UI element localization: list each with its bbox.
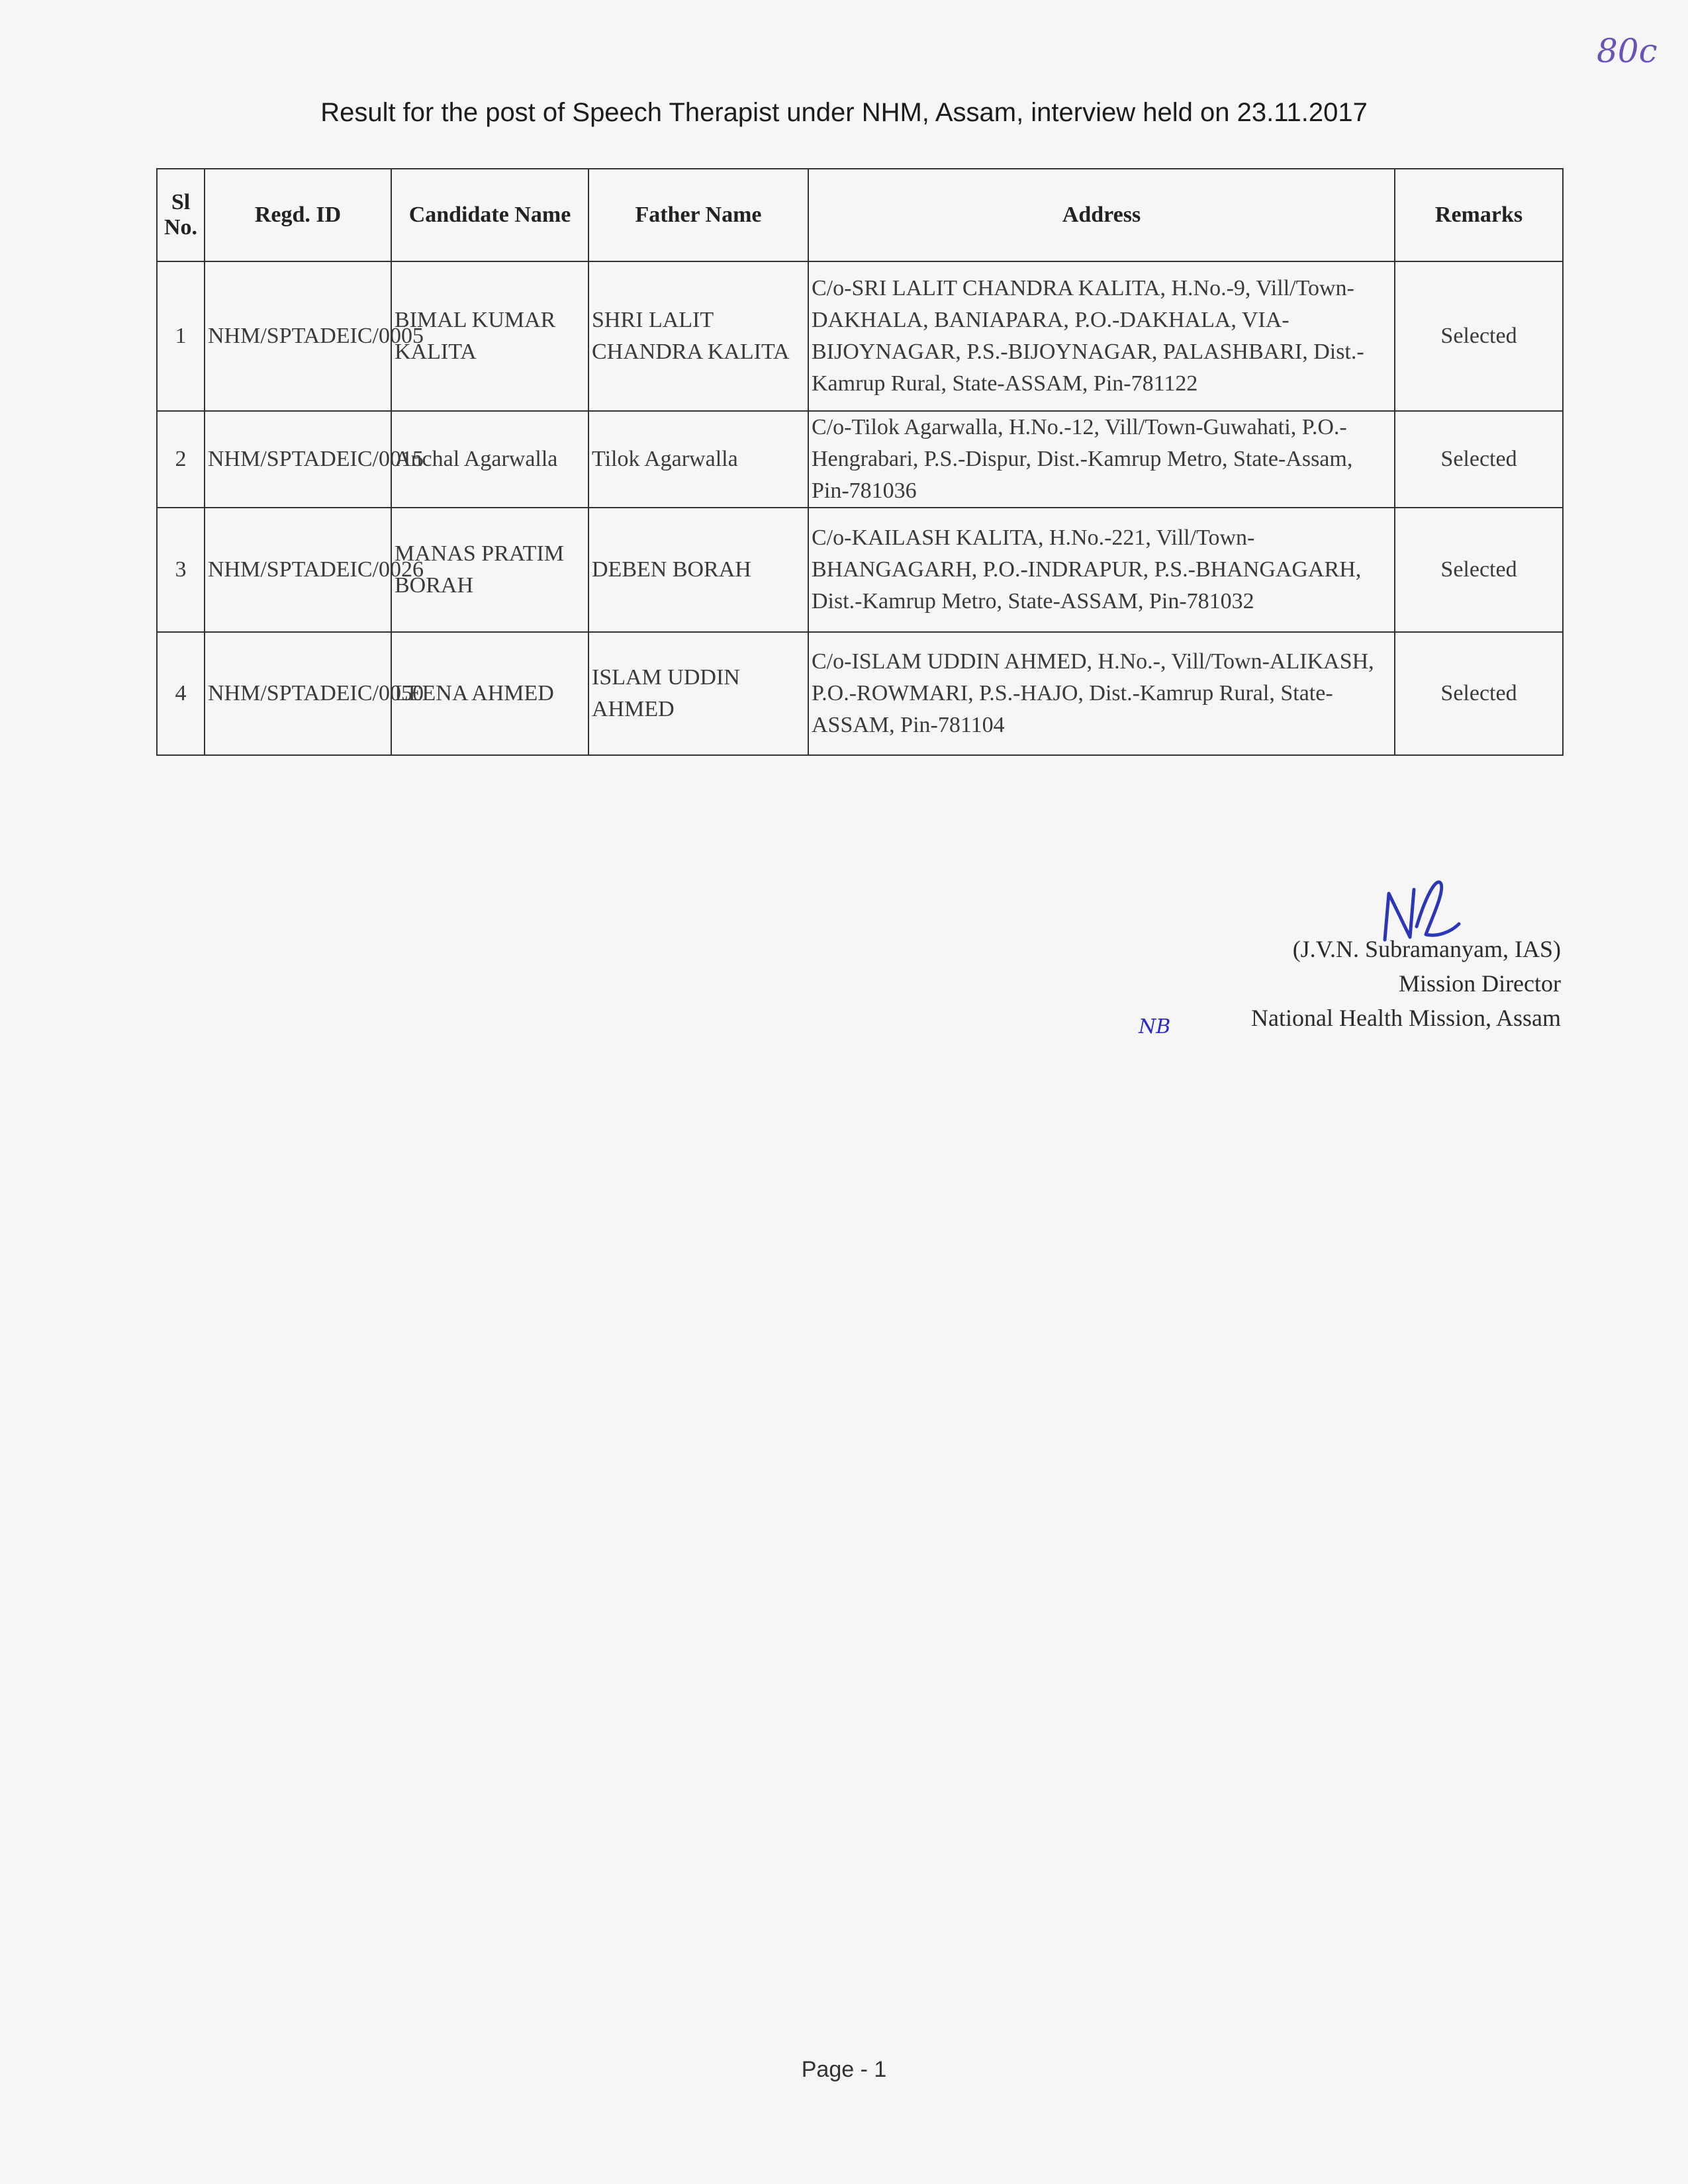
cell-regd-id: NHM/SPTADEIC/0026 bbox=[205, 508, 391, 632]
table-row bbox=[157, 411, 1563, 508]
cell-candidate-name: BIMAL KUMAR KALITA bbox=[391, 261, 588, 411]
cell-remarks: Selected bbox=[1395, 508, 1563, 632]
cell-candidate-name: MANAS PRATIM BORAH bbox=[391, 508, 588, 632]
header-sl-no: Sl No. bbox=[157, 169, 205, 261]
cell-sl-no: 2 bbox=[157, 411, 205, 508]
table-row bbox=[157, 261, 1563, 411]
cell-sl-no: 4 bbox=[157, 632, 205, 755]
cell-address: C/o-KAILASH KALITA, H.No.-221, Vill/Town-BHANGAGARH, P.O.-INDRAPUR, P.S.-BHANGAGARH, Dist.-Kamrup Metro, State-ASSAM, Pin-781032 bbox=[808, 508, 1395, 632]
cell-candidate-name: LEENA AHMED bbox=[391, 632, 588, 755]
cell-remarks: Selected bbox=[1395, 632, 1563, 755]
header-remarks: Remarks bbox=[1395, 169, 1563, 261]
handwritten-initials: NB bbox=[1139, 1015, 1171, 1038]
cell-regd-id: NHM/SPTADEIC/0050 bbox=[205, 632, 391, 755]
cell-sl-no: 3 bbox=[157, 508, 205, 632]
page-title: Result for the post of Speech Therapist under NHM, Assam, interview held on 23.11.2017 bbox=[320, 98, 1368, 127]
signatory-block bbox=[1251, 932, 1561, 1035]
cell-father-name: SHRI LALIT CHANDRA KALITA bbox=[588, 261, 808, 411]
table-row bbox=[157, 632, 1563, 755]
cell-regd-id: NHM/SPTADEIC/0015 bbox=[205, 411, 391, 508]
table-header-row bbox=[157, 169, 1563, 261]
cell-remarks: Selected bbox=[1395, 261, 1563, 411]
signatory-organization: National Health Mission, Assam bbox=[1251, 1005, 1561, 1031]
signatory-designation: Mission Director bbox=[1399, 970, 1561, 997]
header-candidate-name: Candidate Name bbox=[391, 169, 588, 261]
signatory-name: (J.V.N. Subramanyam, IAS) bbox=[1292, 936, 1561, 962]
page-number: Page - 1 bbox=[801, 2057, 887, 2082]
cell-sl-no: 1 bbox=[157, 261, 205, 411]
table-row bbox=[157, 508, 1563, 632]
header-father-name: Father Name bbox=[588, 169, 808, 261]
results-table bbox=[156, 168, 1564, 756]
cell-father-name: DEBEN BORAH bbox=[588, 508, 808, 632]
cell-father-name: Tilok Agarwalla bbox=[588, 411, 808, 508]
cell-candidate-name: Anchal Agarwalla bbox=[391, 411, 588, 508]
cell-address: C/o-ISLAM UDDIN AHMED, H.No.-, Vill/Town-ALIKASH, P.O.-ROWMARI, P.S.-HAJO, Dist.-Kamrup Rural, State-ASSAM, Pin-781104 bbox=[808, 632, 1395, 755]
cell-regd-id: NHM/SPTADEIC/0005 bbox=[205, 261, 391, 411]
cell-father-name: ISLAM UDDIN AHMED bbox=[588, 632, 808, 755]
header-address: Address bbox=[808, 169, 1395, 261]
header-regd-id: Regd. ID bbox=[205, 169, 391, 261]
cell-address: C/o-Tilok Agarwalla, H.No.-12, Vill/Town-Guwahati, P.O.-Hengrabari, P.S.-Dispur, Dist.-Kamrup Metro, State-Assam, Pin-781036 bbox=[808, 411, 1395, 508]
handwritten-page-note: 80c bbox=[1597, 32, 1658, 70]
cell-remarks: Selected bbox=[1395, 411, 1563, 508]
cell-address: C/o-SRI LALIT CHANDRA KALITA, H.No.-9, Vill/Town-DAKHALA, BANIAPARA, P.O.-DAKHALA, VIA- BIJOYNAGAR, P.S.-BIJOYNAGAR, PALASHBARI, Dist.-Kamrup Rural, State-ASSAM, Pin-781122 bbox=[808, 261, 1395, 411]
